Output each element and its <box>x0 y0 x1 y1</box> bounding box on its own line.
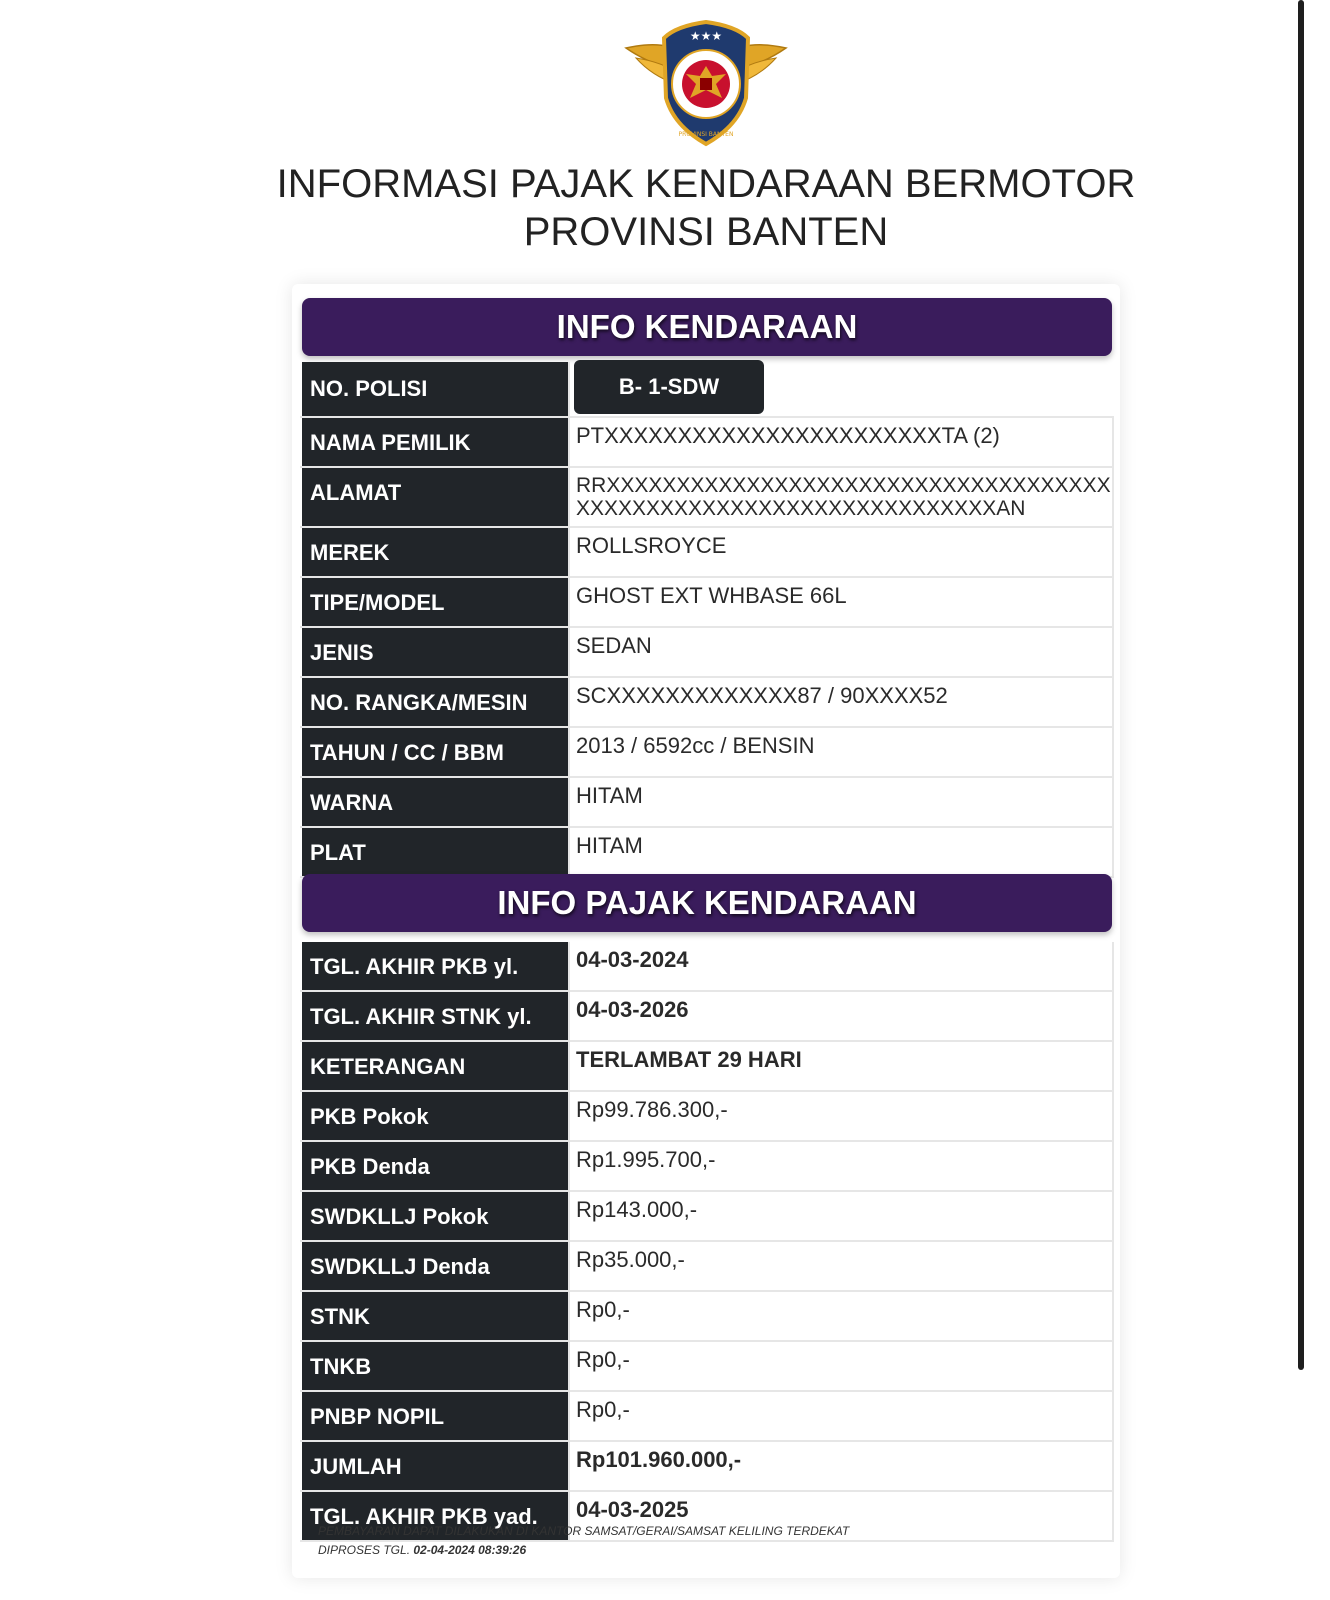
vehicle-table <box>300 362 1114 878</box>
footer-note <box>318 1522 849 1560</box>
processed-label: DIPROSES TGL. <box>318 1543 411 1557</box>
table-row <box>300 628 1114 678</box>
row-label: SWDKLLJ Denda <box>302 1242 570 1290</box>
table-row <box>300 362 1114 418</box>
row-label: ALAMAT <box>302 468 570 526</box>
row-label: TGL. AKHIR PKB yl. <box>302 942 570 990</box>
row-value: GHOST EXT WHBASE 66L <box>570 578 1114 626</box>
row-label: SWDKLLJ Pokok <box>302 1192 570 1240</box>
row-label: TGL. AKHIR STNK yl. <box>302 992 570 1040</box>
row-label: TAHUN / CC / BBM <box>302 728 570 776</box>
row-value: SCXXXXXXXXXXXXX87 / 90XXXX52 <box>570 678 1114 726</box>
row-label: KETERANGAN <box>302 1042 570 1090</box>
table-row <box>300 1042 1114 1092</box>
row-value: Rp101.960.000,- <box>570 1442 1114 1490</box>
row-value: HITAM <box>570 828 1114 876</box>
row-value: PTXXXXXXXXXXXXXXXXXXXXXXXTA (2) <box>570 418 1114 466</box>
table-row <box>300 1092 1114 1142</box>
row-label: TNKB <box>302 1342 570 1390</box>
row-value: SEDAN <box>570 628 1114 676</box>
tax-section-heading: INFO PAJAK KENDARAAN <box>302 874 1112 932</box>
payment-note: PEMBAYARAN DAPAT DILAKUKAN DI KANTOR SAMSAT/GERAI/SAMSAT KELILING TERDEKAT <box>318 1524 850 1538</box>
row-value: RRXXXXXXXXXXXXXXXXXXXXXXXXXXXXXXXXXXXXXXXXXXXXXXXXXXXXXXXXXXXXXXXXXXAN <box>570 468 1114 526</box>
row-label: PLAT <box>302 828 570 876</box>
row-label: WARNA <box>302 778 570 826</box>
row-value <box>570 362 1114 416</box>
table-row <box>300 828 1114 878</box>
row-value: Rp143.000,- <box>570 1192 1114 1240</box>
row-value: Rp0,- <box>570 1342 1114 1390</box>
table-row <box>300 418 1114 468</box>
table-row <box>300 778 1114 828</box>
row-label: NAMA PEMILIK <box>302 418 570 466</box>
row-label: JENIS <box>302 628 570 676</box>
row-label: PNBP NOPIL <box>302 1392 570 1440</box>
table-row <box>300 468 1114 528</box>
scrollbar[interactable] <box>1298 0 1304 1370</box>
row-value: Rp0,- <box>570 1292 1114 1340</box>
row-value: 04-03-2025 <box>570 1492 1114 1540</box>
row-label: PKB Denda <box>302 1142 570 1190</box>
plate-number-badge: B- 1-SDW <box>574 360 764 414</box>
samsat-banten-emblem-icon <box>622 18 790 148</box>
row-value: 2013 / 6592cc / BENSIN <box>570 728 1114 776</box>
row-label: NO. POLISI <box>302 362 570 416</box>
table-row <box>300 1392 1114 1442</box>
table-row <box>300 578 1114 628</box>
row-label: NO. RANGKA/MESIN <box>302 678 570 726</box>
row-label: PKB Pokok <box>302 1092 570 1140</box>
page-title-line2: PROVINSI BANTEN <box>523 210 889 254</box>
row-value: Rp99.786.300,- <box>570 1092 1114 1140</box>
svg-text:PROVINSI BANTEN: PROVINSI BANTEN <box>678 131 734 138</box>
row-label: STNK <box>302 1292 570 1340</box>
page-title-line1: INFORMASI PAJAK KENDARAAN BERMOTOR <box>276 162 1136 206</box>
table-row <box>300 942 1114 992</box>
row-value: Rp35.000,- <box>570 1242 1114 1290</box>
row-label: TIPE/MODEL <box>302 578 570 626</box>
row-value: HITAM <box>570 778 1114 826</box>
row-label: JUMLAH <box>302 1442 570 1490</box>
processed-value: 02-04-2024 08:39:26 <box>413 1543 527 1557</box>
row-value: 04-03-2026 <box>570 992 1114 1040</box>
table-row <box>300 678 1114 728</box>
svg-text:★★★: ★★★ <box>689 29 723 43</box>
vehicle-section-heading: INFO KENDARAAN <box>302 298 1112 356</box>
page-title <box>200 160 1212 256</box>
table-row <box>300 992 1114 1042</box>
row-value: Rp0,- <box>570 1392 1114 1440</box>
row-value: Rp1.995.700,- <box>570 1142 1114 1190</box>
info-card <box>292 284 1120 1578</box>
table-row <box>300 1242 1114 1292</box>
processed-date <box>318 1541 849 1560</box>
tax-table <box>300 942 1114 1542</box>
table-row <box>300 1342 1114 1392</box>
row-label: TGL. AKHIR PKB yad. <box>302 1492 570 1540</box>
table-row <box>300 728 1114 778</box>
table-row <box>300 1442 1114 1492</box>
row-value: TERLAMBAT 29 HARI <box>570 1042 1114 1090</box>
row-label: MEREK <box>302 528 570 576</box>
table-row <box>300 528 1114 578</box>
table-row <box>300 1192 1114 1242</box>
row-value: ROLLSROYCE <box>570 528 1114 576</box>
row-value: 04-03-2024 <box>570 942 1114 990</box>
table-row <box>300 1142 1114 1192</box>
table-row <box>300 1292 1114 1342</box>
